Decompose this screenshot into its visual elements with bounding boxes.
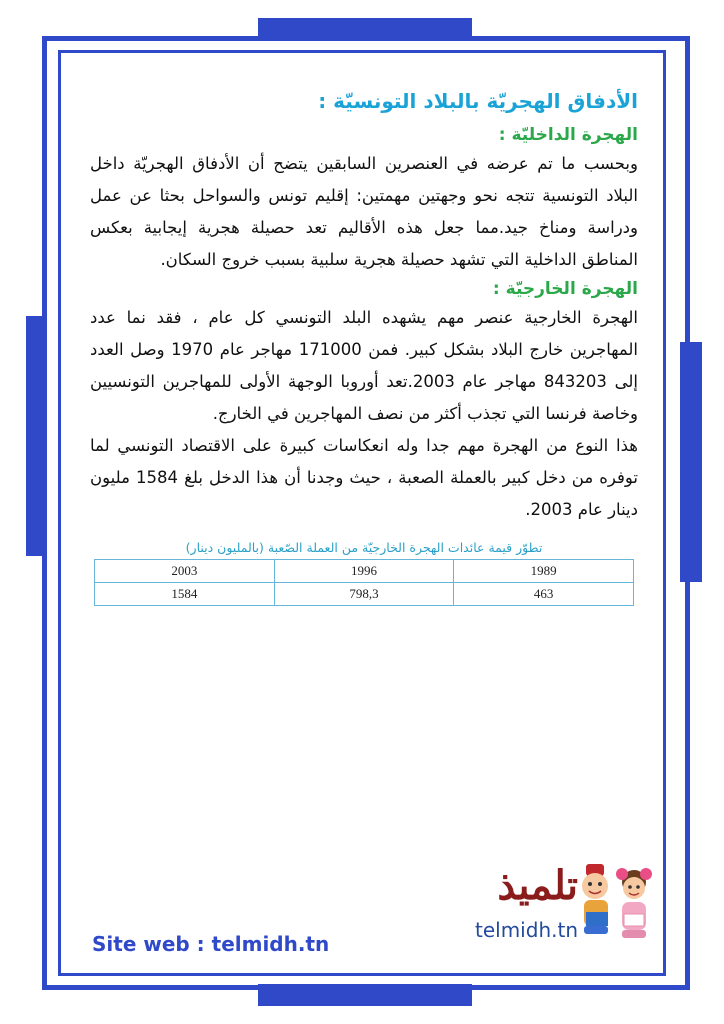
table-cell: 1989 bbox=[454, 560, 634, 583]
frame-tab-top bbox=[258, 18, 472, 38]
telmidh-logo bbox=[456, 862, 656, 962]
page-title: الأدفاق الهجريّة بالبلاد التونسيّة : bbox=[318, 89, 638, 113]
external-migration-text: الهجرة الخارجية عنصر مهم يشهده البلد التونسي كل عام ، فقد نما عدد المهاجرين خارج البلاد بشكل كبير. فمن 171000 مهاجر عام 1970 وصل العدد إلى 843203 مهاجر عام 2003.تعد أوروبا الوجهة الأولى للمهاجرين التونسيين وخاصة فرنسا التي تجذب أكثر من نصف المهاجرين في الخارج. bbox=[90, 308, 638, 423]
frame-tab-bottom bbox=[258, 984, 472, 1006]
table-caption: تطوّر قيمة عائدات الهجرة الخارجيّة من العملة الصّعبة (بالمليون دينار) bbox=[185, 540, 543, 555]
internal-migration-text: وبحسب ما تم عرضه في العنصرين السابقين يتضح أن الأدفاق الهجريّة داخل البلاد التونسية تتجه نحو وجهتين مهمتين: إقليم تونس والسواحل بحثا عن عمل ودراسة ومناخ جيد.مما جعل هذه الأقاليم تعد حصيلة هجرية إيجابية بعكس المناطق الداخلية التي تشهد حصيلة هجرية سلبية بسبب خروج السكان. bbox=[90, 154, 638, 269]
table-cell: 463 bbox=[454, 583, 634, 606]
external-migration-economy-text: هذا النوع من الهجرة مهم جدا وله انعكاسات كبيرة على الاقتصاد التونسي لما توفره من دخل كبير بالعملة الصعبة ، حيث وجدنا أن هذا الدخل بلغ 1584 مليون دينار عام 2003. bbox=[90, 436, 639, 519]
revenue-table bbox=[94, 559, 634, 606]
document-body bbox=[90, 86, 638, 606]
frame-tab-right bbox=[680, 342, 702, 582]
site-web-link[interactable]: Site web : telmidh.tn bbox=[92, 932, 330, 956]
table-cell: 1584 bbox=[95, 583, 275, 606]
internal-migration-heading: الهجرة الداخليّة : bbox=[498, 125, 638, 145]
table-row-years bbox=[95, 560, 634, 583]
kids-reading-icon bbox=[578, 862, 656, 948]
logo-arabic-text: تلميذ bbox=[497, 862, 578, 909]
external-migration-heading: الهجرة الخارجيّة : bbox=[492, 279, 638, 299]
table-cell: 798,3 bbox=[274, 583, 454, 606]
logo-latin-text: telmidh.tn bbox=[475, 918, 578, 942]
table-row-values bbox=[95, 583, 634, 606]
table-cell: 2003 bbox=[95, 560, 275, 583]
table-cell: 1996 bbox=[274, 560, 454, 583]
frame-tab-left bbox=[26, 316, 46, 556]
